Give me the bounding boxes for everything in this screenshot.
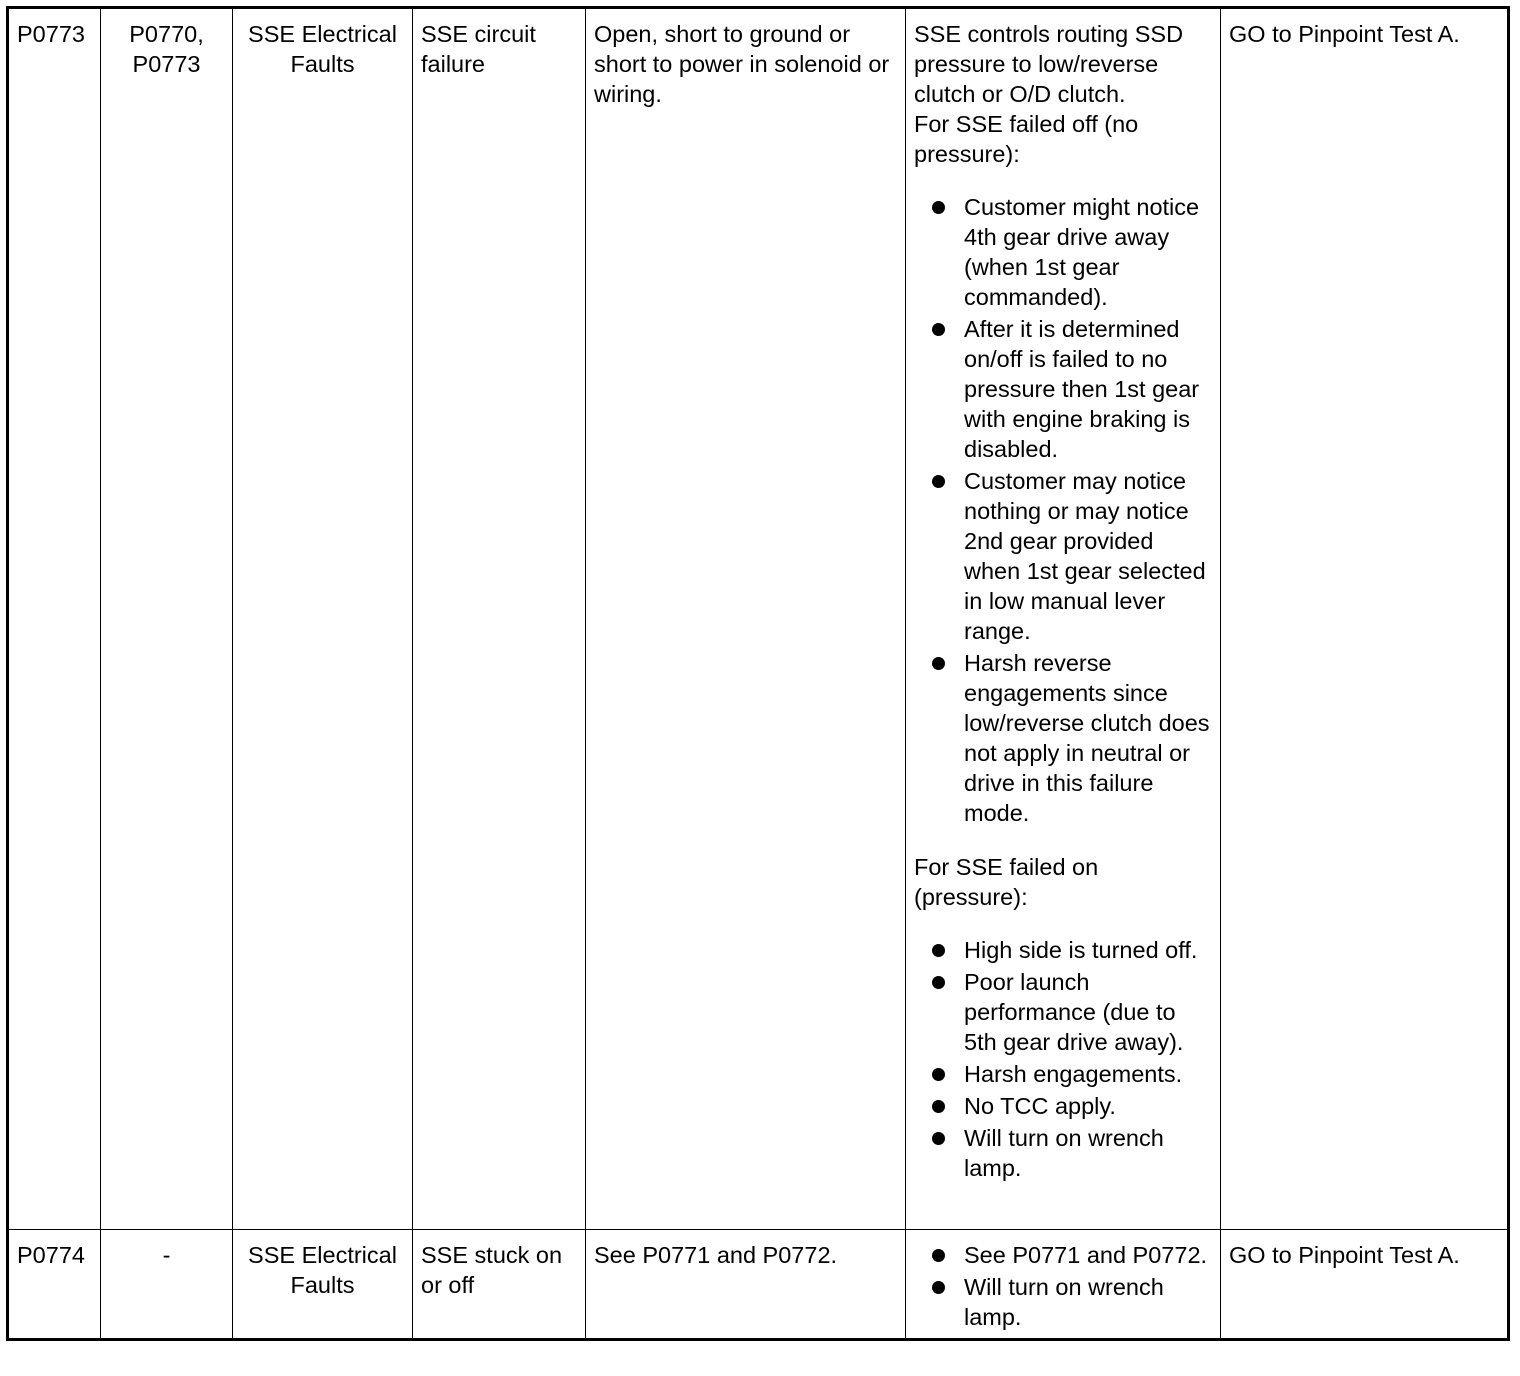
list-item-text: Will turn on wrench lamp.	[964, 1125, 1164, 1181]
dtc-code-cell: P0774	[8, 1230, 101, 1340]
failed-on-list	[914, 935, 1212, 1183]
list-item-text: Customer might notice 4th gear drive away (when 1st gear commanded).	[964, 194, 1200, 310]
action-cell: GO to Pinpoint Test A.	[1221, 1230, 1509, 1340]
bullet-icon	[932, 1281, 945, 1294]
symptoms-list	[914, 1240, 1212, 1332]
list-item	[914, 648, 1212, 828]
bullet-icon	[932, 475, 945, 488]
list-item	[914, 192, 1212, 312]
dtc-code-cell: P0773	[8, 8, 101, 1230]
related-codes-cell: P0770, P0773	[101, 8, 233, 1230]
symptoms-intro: SSE controls routing SSD pressure to low/reverse clutch or O/D clutch.	[914, 21, 1184, 107]
list-item-text: After it is determined on/off is failed to no pressure then 1st gear with engine braking is disabled.	[964, 316, 1200, 462]
failed-off-heading: For SSE failed off (no pressure):	[914, 111, 1139, 167]
list-item-text: Will turn on wrench lamp.	[964, 1274, 1164, 1330]
bullet-icon	[932, 1132, 945, 1145]
symptoms-cell	[906, 8, 1221, 1230]
list-item-text: Harsh reverse engagements since low/reverse clutch does not apply in neutral or drive in this failure mode.	[964, 650, 1210, 826]
list-item	[914, 1240, 1212, 1270]
list-item	[914, 1091, 1212, 1121]
list-item-text: No TCC apply.	[964, 1093, 1116, 1119]
list-item	[914, 935, 1212, 965]
category-cell: SSE Electrical Faults	[233, 1230, 413, 1340]
failed-off-list	[914, 192, 1212, 828]
condition-cell: SSE stuck on or off	[413, 1230, 586, 1340]
list-item-text: Harsh engagements.	[964, 1061, 1183, 1087]
list-item	[914, 1123, 1212, 1183]
symptoms-cell	[906, 1230, 1221, 1340]
list-item-text: Customer may notice nothing or may notice 2nd gear provided when 1st gear selected in low manual lever range.	[964, 468, 1206, 644]
bullet-icon	[932, 1249, 945, 1262]
condition-cell: SSE circuit failure	[413, 8, 586, 1230]
list-item	[914, 466, 1212, 646]
list-item	[914, 967, 1212, 1057]
category-cell: SSE Electrical Faults	[233, 8, 413, 1230]
dtc-table	[6, 6, 1510, 1341]
bullet-icon	[932, 1068, 945, 1081]
failed-on-heading: For SSE failed on (pressure):	[914, 854, 1099, 910]
list-item	[914, 314, 1212, 464]
cause-cell: See P0771 and P0772.	[586, 1230, 906, 1340]
list-item-text: See P0771 and P0772.	[964, 1242, 1208, 1268]
bullet-icon	[932, 201, 945, 214]
cause-cell: Open, short to ground or short to power in solenoid or wiring.	[586, 8, 906, 1230]
table-row	[8, 8, 1509, 1230]
table-row	[8, 1230, 1509, 1340]
list-item-text: Poor launch performance (due to 5th gear drive away).	[964, 969, 1184, 1055]
bullet-icon	[932, 944, 945, 957]
list-item-text: High side is turned off.	[964, 937, 1198, 963]
list-item	[914, 1059, 1212, 1089]
bullet-icon	[932, 323, 945, 336]
bullet-icon	[932, 1100, 945, 1113]
list-item	[914, 1272, 1212, 1332]
related-codes-cell: -	[101, 1230, 233, 1340]
action-cell: GO to Pinpoint Test A.	[1221, 8, 1509, 1230]
bullet-icon	[932, 976, 945, 989]
bullet-icon	[932, 657, 945, 670]
